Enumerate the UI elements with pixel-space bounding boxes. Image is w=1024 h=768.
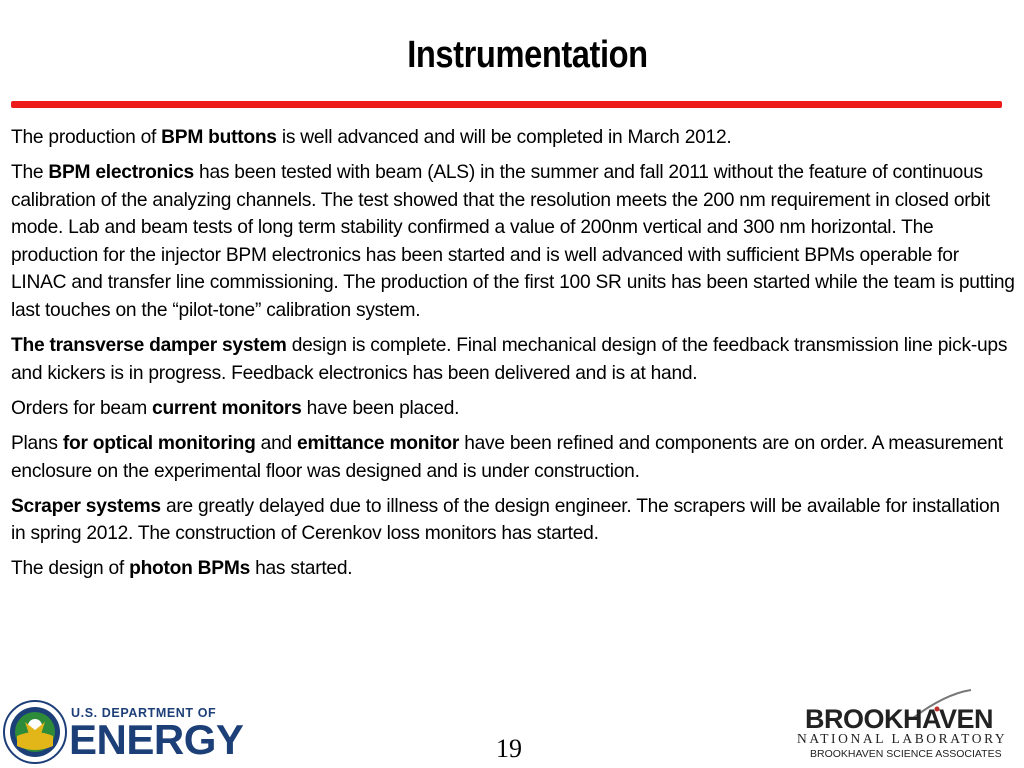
emphasis-text: The transverse damper system: [11, 335, 287, 357]
paragraph-text: The design of: [11, 558, 130, 580]
paragraph-text: has been tested with beam (ALS) in the summer and fall 2011 without the feature of continuous calibration of the analyzing channels. The test showed that the resolution meets the 200 nm requirement in closed orbit mode. Lab and beam tests of long term stability confirmed a value of 200nm vertical and 300 nm horizontal. The production for the injector BPM electronics has been started and is well advanced with sufficient BPMs operable for LINAC and transfer line commissioning. The production of the first 100 SR units has been started while the team is putting last touches on the “pilot-tone” calibration system.: [11, 162, 1015, 322]
paragraph-text: and: [255, 432, 298, 454]
paragraph-text: Orders for beam: [11, 397, 153, 419]
emphasis-text: for optical monitoring: [62, 432, 256, 454]
body-paragraph: [11, 124, 1015, 152]
body-paragraph: [11, 430, 1015, 485]
paragraph-text: Plans: [11, 432, 63, 454]
paragraph-text: is well advanced and will be completed in March 2012.: [276, 127, 732, 148]
paragraph-text: are greatly delayed due to illness of the design engineer. The scrapers will be available for installation in spring 2012. The construction of Cerenkov loss monitors has started.: [11, 495, 1000, 545]
paragraph-text: The: [11, 162, 49, 184]
paragraph-text: The production of: [11, 127, 162, 148]
paragraph-text: have been refined and components are on order. A measurement enclosure on the experimental floor was designed and is under construction.: [11, 432, 1003, 482]
emphasis-text: BPM electronics: [48, 162, 194, 184]
bnl-logo-subtitle: NATIONAL LABORATORY: [797, 731, 1008, 746]
title-divider: [11, 101, 1002, 108]
bnl-logo: [795, 688, 1019, 766]
bnl-logo-associates: BROOKHAVEN SCIENCE ASSOCIATES: [810, 748, 1002, 760]
body-paragraph: [11, 555, 1015, 583]
doe-logo-line2: ENERGY: [69, 716, 244, 763]
paragraph-text: have been placed.: [301, 397, 460, 419]
body-paragraph: [11, 493, 1015, 548]
paragraph-text: design is complete. Final mechanical design of the feedback transmission line pick-ups and kickers is in progress. Feedback electronics has been delivered and is at hand.: [11, 335, 1008, 384]
emphasis-text: photon BPMs: [129, 558, 250, 580]
page-number: 19: [496, 734, 522, 763]
doe-logo: [3, 700, 263, 764]
emphasis-text: BPM buttons: [161, 127, 277, 148]
doe-logo-line1: U.S. DEPARTMENT OF: [71, 706, 217, 720]
body-paragraph: [11, 332, 1015, 387]
body-paragraph: [11, 159, 1015, 325]
bnl-logo-name: BROOKHAVEN: [805, 704, 994, 734]
doe-seal-icon: [3, 700, 67, 764]
slide-title: Instrumentation: [407, 34, 648, 76]
emphasis-text: current monitors: [152, 397, 302, 419]
emphasis-text: emittance monitor: [297, 432, 460, 454]
slide-body: [11, 124, 1015, 590]
paragraph-text: has started.: [250, 558, 353, 580]
body-paragraph: [11, 395, 1015, 423]
emphasis-text: Scraper systems: [11, 495, 161, 517]
